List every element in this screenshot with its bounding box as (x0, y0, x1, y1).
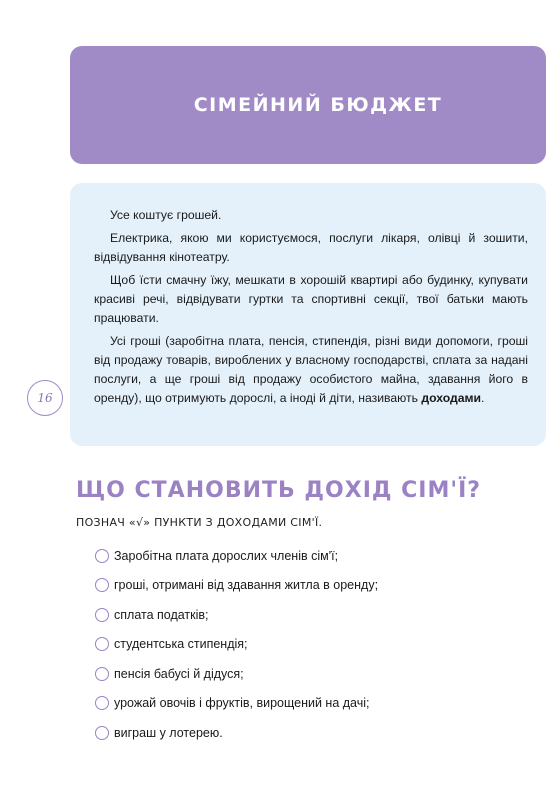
info-box (70, 183, 546, 446)
option-item (95, 600, 378, 630)
option-checkbox[interactable] (95, 667, 109, 681)
paragraph-text: Усі гроші (заробітна плата, пенсія, стипендія, різні види допомоги, гроші від продажу товарів, вироблених у власному господарстві, сплата за надані послуги, а ще гроші від продажу особистого майна, здавання його в оренду), що отримують дорослі, а іноді й діти, називають (94, 334, 528, 405)
option-checkbox[interactable] (95, 637, 109, 651)
question-heading: ЩО СТАНОВИТЬ ДОХІД СІМ'Ї? (76, 478, 482, 503)
option-label: виграш у лотерею. (114, 725, 223, 740)
option-label: сплата податків; (114, 607, 209, 622)
paragraph-end: . (481, 391, 485, 405)
option-checkbox[interactable] (95, 726, 109, 740)
paragraph: Щоб їсти смачну їжу, мешкати в хорошій квартирі або будинку, купувати красиві речі, відвідувати гуртки та спортивні секції, твої батьки мають працювати. (94, 273, 528, 325)
options-list (95, 541, 378, 748)
option-checkbox[interactable] (95, 608, 109, 622)
page-title: СІМЕЙНИЙ БЮДЖЕТ (193, 94, 443, 116)
option-label: пенсія бабусі й дідуся; (114, 666, 244, 681)
option-label: урожай овочів і фруктів, вирощений на дачі; (114, 696, 370, 711)
paragraph: Електрика, якою ми користуємося, послуги лікаря, олівці й зошити, відвідування кінотеатру. (94, 231, 528, 264)
title-banner (70, 46, 546, 164)
paragraph-income (94, 332, 528, 408)
option-item (95, 718, 378, 748)
option-item (95, 630, 378, 660)
page-number: 16 (27, 380, 63, 416)
option-label: Заробітна плата дорослих членів сім'ї; (114, 548, 339, 563)
option-item (95, 689, 378, 719)
instruction-text: ПОЗНАЧ «√» ПУНКТИ З ДОХОДАМИ СІМ'Ї. (76, 516, 323, 529)
option-checkbox[interactable] (95, 578, 109, 592)
option-item (95, 659, 378, 689)
option-item (95, 571, 378, 601)
option-checkbox[interactable] (95, 549, 109, 563)
option-checkbox[interactable] (95, 696, 109, 710)
paragraph: Усе коштує грошей. (110, 208, 222, 222)
option-label: гроші, отримані від здавання житла в оренду; (114, 578, 379, 593)
option-item (95, 541, 378, 571)
income-term: доходами (421, 391, 482, 405)
option-label: студентська стипендія; (114, 637, 248, 652)
